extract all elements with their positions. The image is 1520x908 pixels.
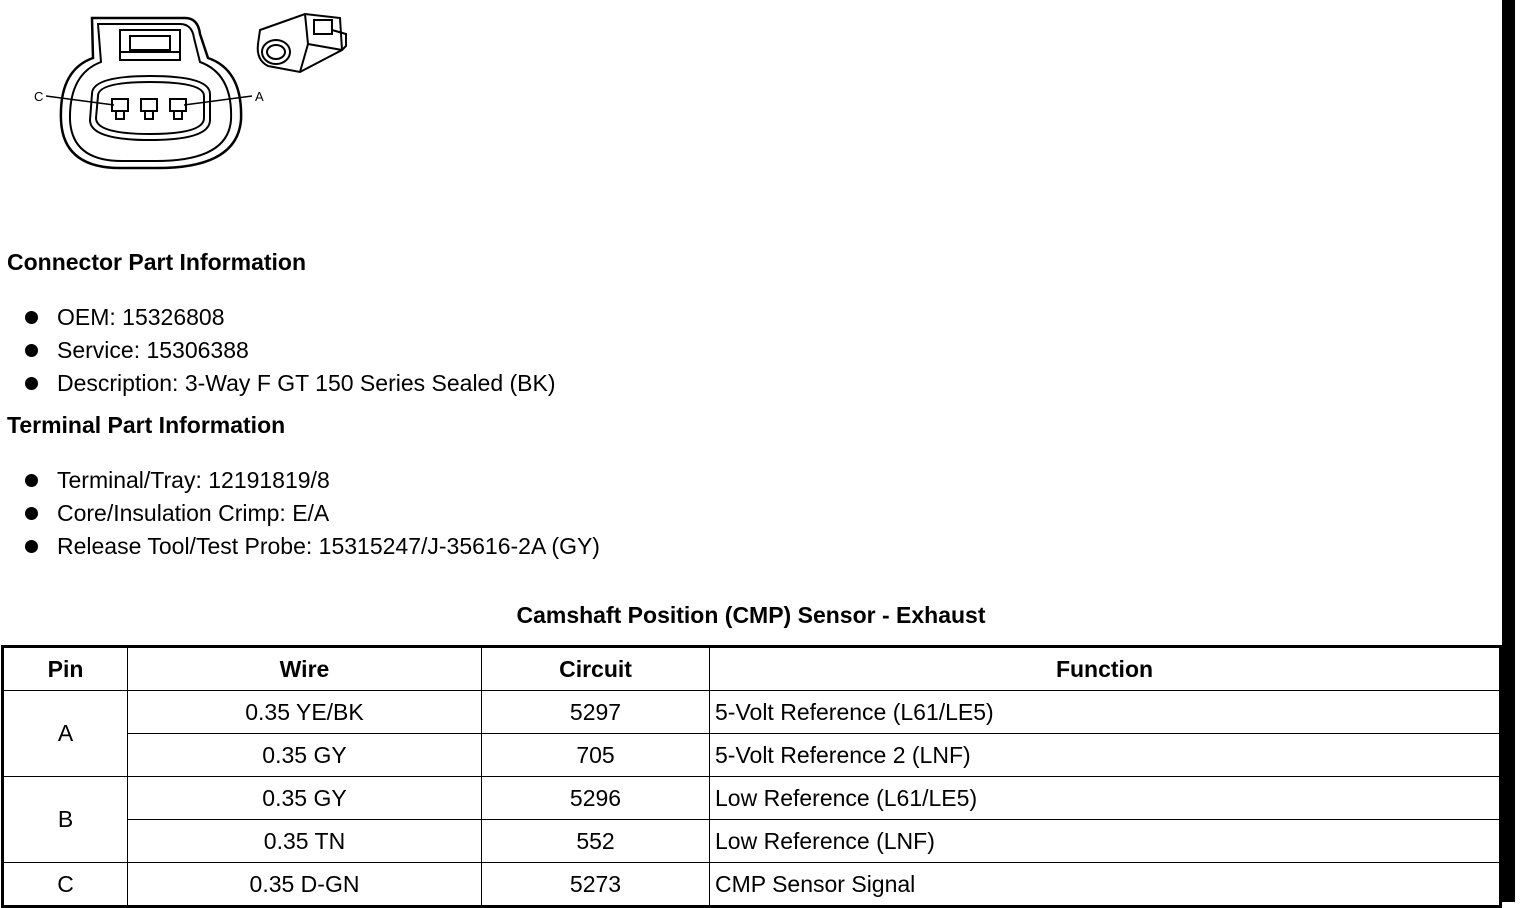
circuit-cell: 5296 [482, 777, 710, 820]
column-header-wire: Wire [128, 647, 482, 691]
circuit-cell: 5273 [482, 863, 710, 907]
bullet-icon [25, 474, 38, 487]
terminal-info-list [25, 466, 600, 565]
column-header-pin: Pin [3, 647, 128, 691]
list-item-text: Service: 15306388 [57, 337, 249, 363]
pin-label-a: A [255, 89, 264, 104]
connector-info-list [25, 303, 556, 402]
wire-cell: 0.35 GY [128, 734, 482, 777]
table-row [3, 777, 1501, 820]
list-item-text: OEM: 15326808 [57, 304, 225, 330]
list-item [25, 336, 556, 369]
list-item [25, 532, 600, 565]
table-row [3, 691, 1501, 734]
pin-cell: B [3, 777, 128, 863]
page-right-border [1502, 0, 1515, 902]
bullet-icon [25, 344, 38, 357]
connector-diagram [30, 10, 350, 175]
list-item-text: Terminal/Tray: 12191819/8 [57, 467, 330, 493]
list-item [25, 303, 556, 336]
wire-cell: 0.35 D-GN [128, 863, 482, 907]
circuit-cell: 705 [482, 734, 710, 777]
terminal-info-heading: Terminal Part Information [7, 412, 286, 438]
list-item-text: Core/Insulation Crimp: E/A [57, 500, 330, 526]
list-item [25, 499, 600, 532]
pin-label-c: C [34, 89, 44, 104]
function-cell: 5-Volt Reference (L61/LE5) [710, 691, 1501, 734]
bullet-icon [25, 507, 38, 520]
pin-cell: C [3, 863, 128, 907]
list-item [25, 369, 556, 402]
wire-cell: 0.35 GY [128, 777, 482, 820]
function-cell: Low Reference (L61/LE5) [710, 777, 1501, 820]
terminal-b [141, 99, 157, 111]
terminal-a [170, 99, 186, 111]
table-row [3, 820, 1501, 863]
list-item-text: Description: 3-Way F GT 150 Series Sealed (BK) [57, 370, 556, 396]
column-header-function: Function [710, 647, 1501, 691]
table-caption: Camshaft Position (CMP) Sensor - Exhaust [516, 602, 986, 628]
wire-cell: 0.35 TN [128, 820, 482, 863]
table-header-row [3, 647, 1501, 691]
function-cell: Low Reference (LNF) [710, 820, 1501, 863]
column-header-circuit: Circuit [482, 647, 710, 691]
pin-cell: A [3, 691, 128, 777]
bullet-icon [25, 540, 38, 553]
function-cell: 5-Volt Reference 2 (LNF) [710, 734, 1501, 777]
bullet-icon [25, 377, 38, 390]
list-item [25, 466, 600, 499]
list-item-text: Release Tool/Test Probe: 15315247/J-35616-2A (GY) [57, 533, 600, 559]
pinout-table [1, 645, 1502, 908]
circuit-cell: 552 [482, 820, 710, 863]
table-row [3, 863, 1501, 907]
wire-cell: 0.35 YE/BK [128, 691, 482, 734]
bullet-icon [25, 311, 38, 324]
circuit-cell: 5297 [482, 691, 710, 734]
table-row [3, 734, 1501, 777]
connector-info-heading: Connector Part Information [7, 249, 307, 275]
function-cell: CMP Sensor Signal [710, 863, 1501, 907]
terminal-c [112, 99, 128, 111]
